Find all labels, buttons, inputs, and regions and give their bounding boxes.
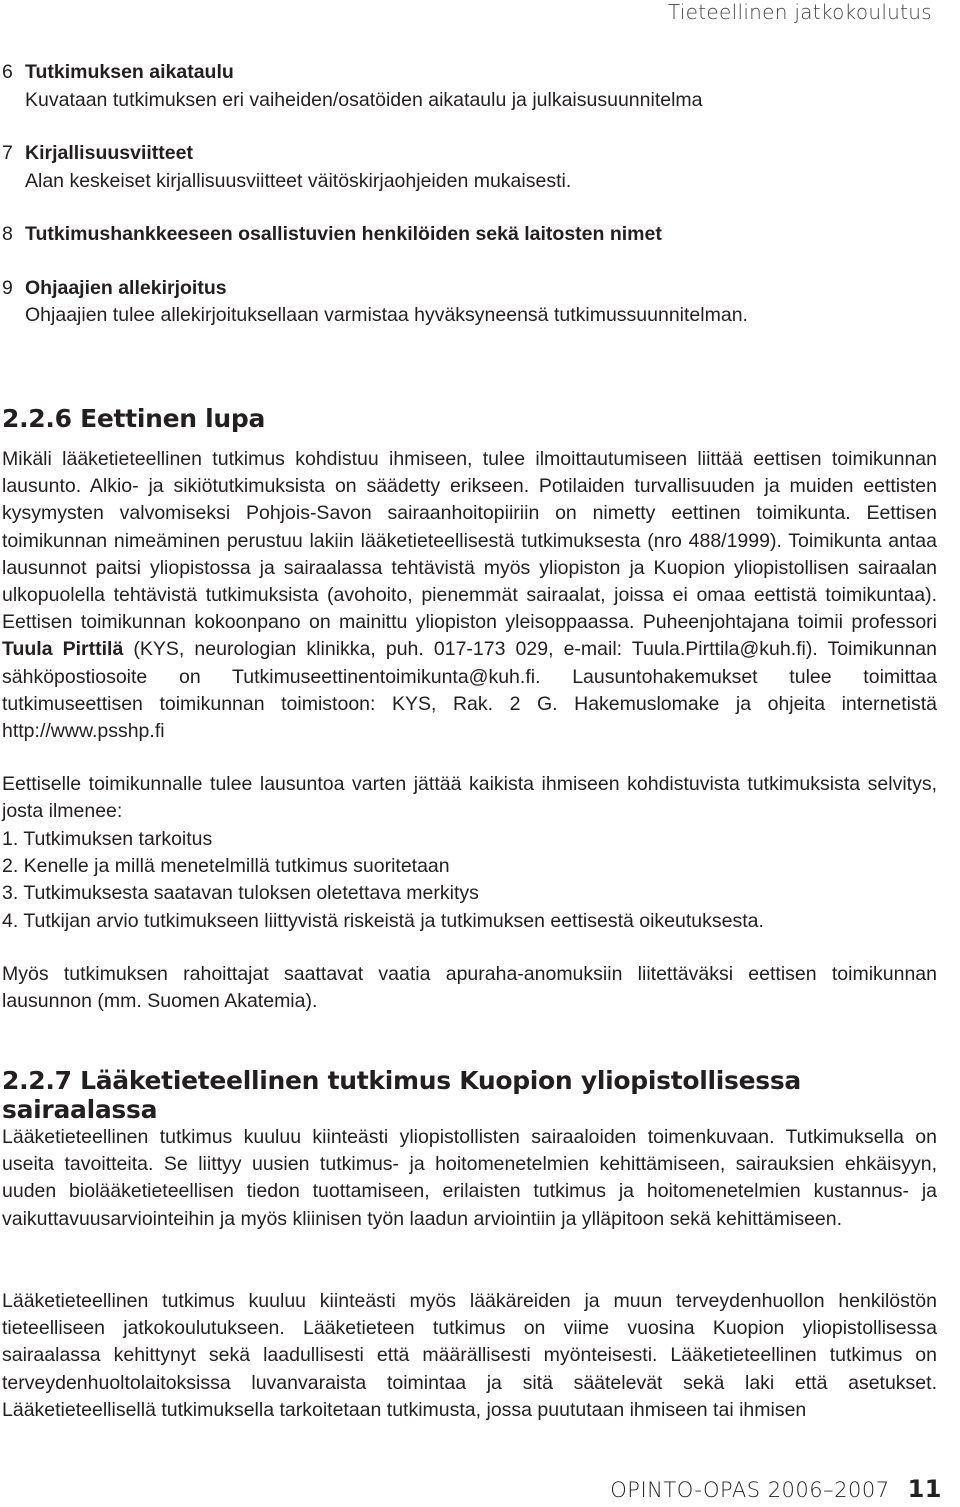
plan-item-description: Alan keskeiset kirjallisuusviitteet väitöskirjaohjeiden mukaisesti. xyxy=(25,169,572,192)
page-number: 11 xyxy=(907,1475,942,1503)
footer-title: OPINTO-OPAS 2006–2007 xyxy=(610,1478,890,1502)
plan-item-number: 6 xyxy=(2,61,13,83)
plan-item-number: 9 xyxy=(2,276,13,299)
plan-item-title: Tutkimushankkeeseen osallistuvien henkilöiden sekä laitosten nimet xyxy=(25,223,662,245)
plan-item xyxy=(2,59,942,114)
plan-items-list xyxy=(2,59,942,356)
list-item: 3. Tutkimuksesta saatavan tuloksen oletettava merkitys xyxy=(2,882,479,905)
plan-item-title: Kirjallisuusviitteet xyxy=(25,142,193,164)
list-item: 4. Tutkijan arvio tutkimukseen liittyvistä riskeistä ja tutkimuksen eettisestä oikeutuksesta. xyxy=(2,909,764,932)
running-header: Tieteellinen jatkokoulutus xyxy=(667,0,932,24)
requirements-list xyxy=(2,826,937,935)
plan-item-number: 7 xyxy=(2,142,13,164)
plan-item-number: 8 xyxy=(2,223,13,245)
ethics-text-part: (KYS, neurologian klinikka, puh. 017-173 029, e-mail: Tuula.Pirttila@kuh.fi). Toimikunnan sähköpostiosoite on Tutkimuseettinentoimikunta@kuh.fi. Lausuntohakemukset tulee toimittaa tutkimuseettisen toimikunnan toimistoon: KYS, Rak. 2 G. Hakemuslomake ja ohjeita internetistä http://www.psshp.fi xyxy=(2,638,937,743)
section-heading-research: 2.2.7 Lääketieteellinen tutkimus Kuopion yliopistollisessa sairaalassa xyxy=(2,1066,801,1124)
ethics-text-part: Mikäli lääketieteellinen tutkimus kohdistuu ihmiseen, tulee ilmoittautumiseen liittää eettisen toimikunnan lausunto. Alkio- ja sikiötutkimuksista on säädetty erikseen. Potilaiden turvallisuuden ja muiden eettisten kysymysten valvomiseksi Pohjois-Savon sairaanhoitopiiriin on nimetty eettinen toimikunta. Eettisen toimikunnan nimeäminen perustuu lakiin lääketieteellisestä tutkimuksesta (nro 488/1999). Toimikunta antaa lausunnot paitsi yliopistossa ja sairaalassa tehtävistä myös yliopiston ja Kuopion yliopistollisen sairaalan ulkopuolella tehtävistä tutkimuksista (avohoito, pienemmät sairaalat, joissa ei omaa eettistä toimikuntaa). Eettisen toimikunnan kokoonpano on mainittu yliopiston yleisoppaassa. Puheenjohtajana toimii professori xyxy=(2,448,937,634)
plan-item-description: Kuvataan tutkimuksen eri vaiheiden/osatöiden aikataulu ja julkaisusuunnitelma xyxy=(25,88,703,111)
funders-paragraph: Myös tutkimuksen rahoittajat saattavat vaatia apuraha-anomuksiin liitettäväksi eettisen toimikunnan lausunnon (mm. Suomen Akatemia). xyxy=(2,963,937,1013)
page-footer xyxy=(610,1475,942,1503)
plan-item xyxy=(2,221,942,249)
plan-item xyxy=(2,140,942,195)
research-paragraph-1: Lääketieteellinen tutkimus kuuluu kiinteästi yliopistollisten sairaaloiden toimenkuvaan. Tutkimuksella on useita tavoitteita. Se liittyy uusien tutkimus- ja hoitomenetelmien kehittämiseen, sairauksien ehkäisyyn, uuden biolääketieteellisen tiedon tuottamiseen, erilaisten tutkimus ja hoitomenetelmien kustannus- ja vaikuttavuusarviointeihin ja myös kliinisen työn laadun arviointiin ja ylläpitoon sekä kehittämiseen. xyxy=(2,1126,937,1230)
chair-name: Tuula Pirttilä xyxy=(2,638,124,661)
research-paragraph-2: Lääketieteellinen tutkimus kuuluu kiinteästi myös lääkäreiden ja muun terveydenhuollon henkilöstön tieteelliseen jatkokoulutukseen. Lääketieteen tutkimus on viime vuosina Kuopion yliopistollisessa sairaalassa kehittynyt sekä laadullisesti että määrällisesti myönteisesti. Lääketieteellinen tutkimus on terveydenhuoltolaitoksissa luvanvaraista toimintaa ja sitä säätelevät sekä laki että asetukset. Lääketieteellisellä tutkimuksella tarkoitetaan tutkimusta, jossa puututaan ihmiseen tai ihmisen xyxy=(2,1290,937,1421)
requirements-intro: Eettiselle toimikunnalle tulee lausuntoa varten jättää kaikista ihmiseen kohdistuvista tutkimuksista selvitys, josta ilmenee: xyxy=(2,773,937,823)
plan-item-title: Ohjaajien allekirjoitus xyxy=(25,276,227,299)
section-heading-ethics: 2.2.6 Eettinen lupa xyxy=(2,404,266,433)
list-item: 1. Tutkimuksen tarkoitus xyxy=(2,828,213,850)
plan-item-description: Ohjaajien tulee allekirjoituksellaan varmistaa hyväksyneensä tutkimussuunnitelman. xyxy=(25,304,748,326)
plan-item-title: Tutkimuksen aikataulu xyxy=(25,61,234,83)
list-item: 2. Kenelle ja millä menetelmillä tutkimus suoritetaan xyxy=(2,855,450,878)
plan-item xyxy=(2,275,942,330)
ethics-paragraph xyxy=(2,446,937,745)
